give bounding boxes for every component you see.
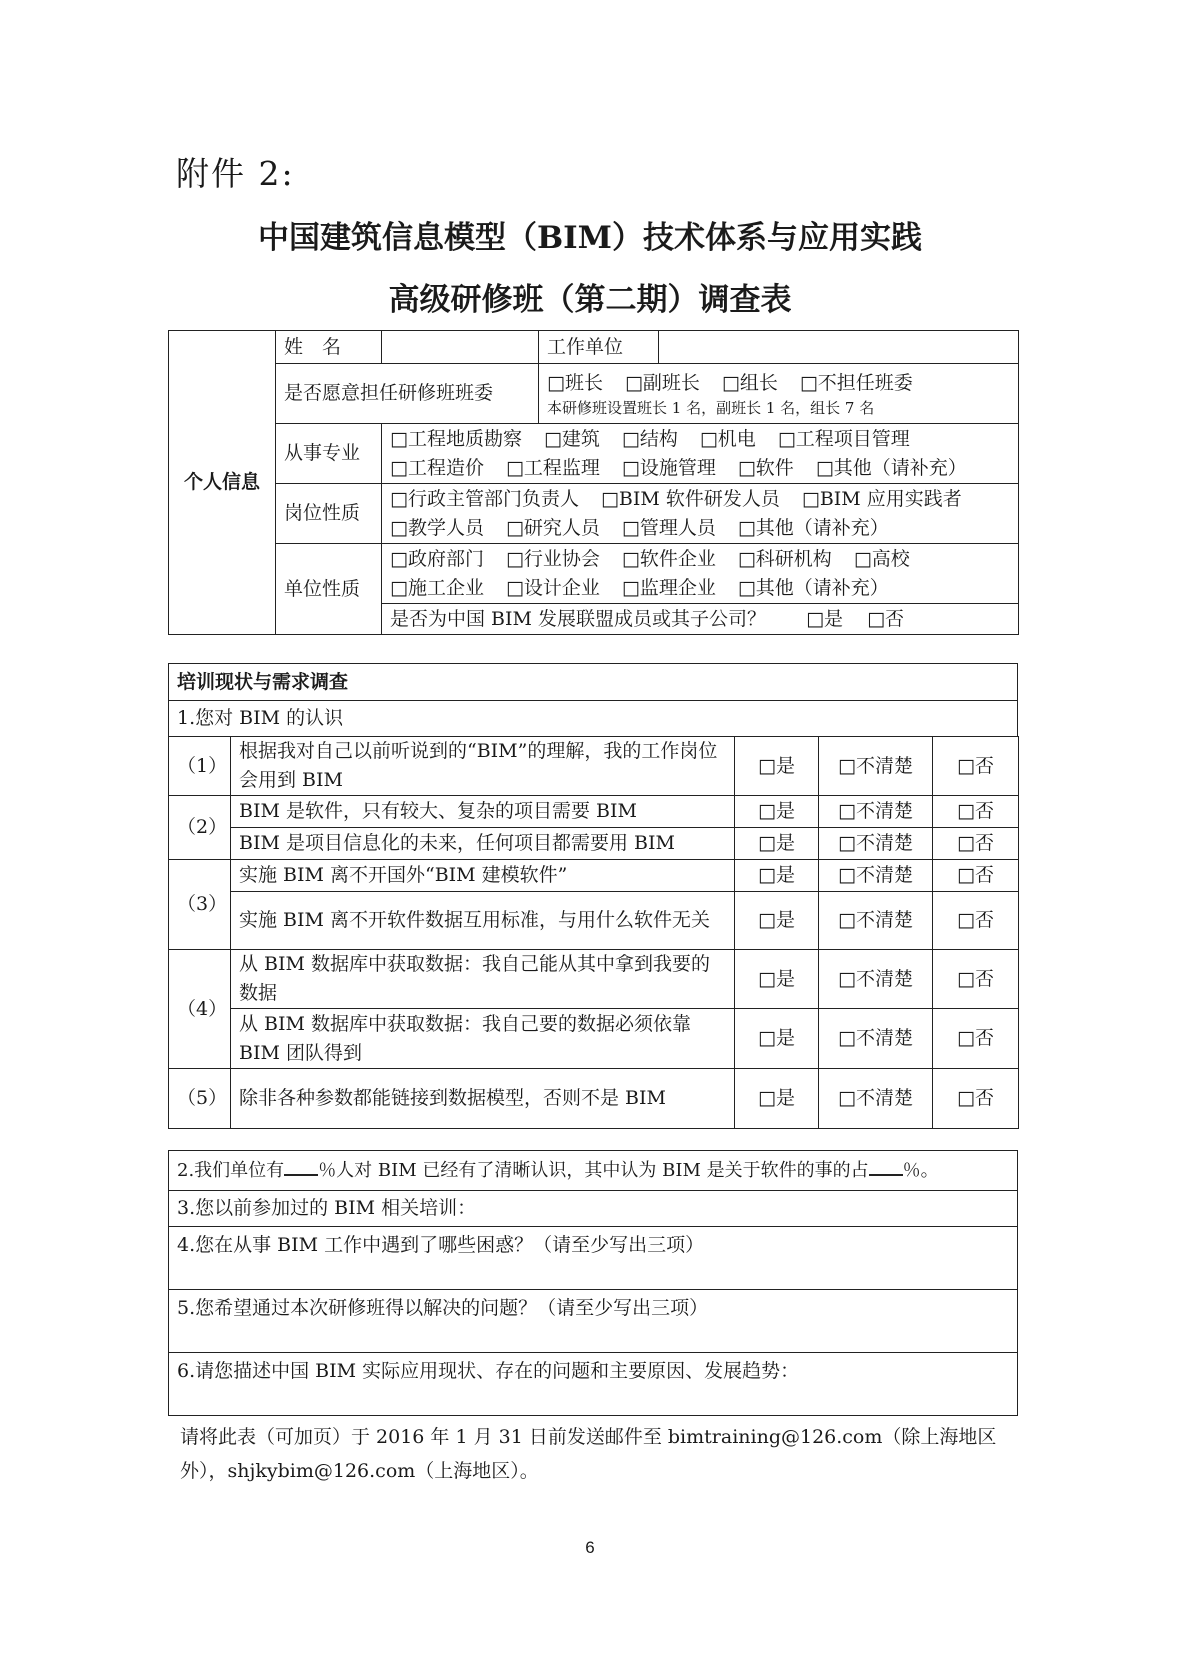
name-field[interactable] (382, 331, 539, 364)
answer-unclear[interactable]: □不清楚 (819, 828, 933, 860)
q2-blank-2[interactable] (869, 1156, 903, 1176)
q2-blank-1[interactable] (284, 1156, 318, 1176)
member-question-row (382, 604, 1019, 635)
personal-section-label: 个人信息 (169, 331, 276, 635)
position-option[interactable]: □BIM 应用实践者 (801, 487, 962, 510)
answer-no[interactable]: □否 (933, 796, 1019, 828)
q2-part3: ％。 (902, 1160, 939, 1181)
unit-option[interactable]: □监理企业 (621, 576, 716, 599)
unit-label: 单位性质 (276, 544, 382, 635)
q1-statements-table (168, 736, 1019, 1129)
statement: 除非各种参数都能链接到数据模型，否则不是 BIM (231, 1069, 735, 1129)
statement: 实施 BIM 离不开国外“BIM 建模软件” (231, 860, 735, 892)
answer-yes[interactable]: □是 (735, 828, 819, 860)
submission-note: 请将此表（可加页）于 2016 年 1 月 31 日前发送邮件至 bimtraining@126.com（除上海地区外），shjkybim@126.com（上海地区）。 (180, 1426, 997, 1482)
statement: 根据我对自己以前听说到的“BIM”的理解，我的工作岗位会用到 BIM (231, 737, 735, 796)
answer-yes[interactable]: □是 (735, 950, 819, 1009)
q1-label: 1.您对 BIM 的认识 (169, 701, 1018, 737)
answer-no[interactable]: □否 (933, 950, 1019, 1009)
specialty-options (382, 424, 1019, 484)
answer-yes[interactable]: □是 (735, 860, 819, 892)
specialty-option[interactable]: □工程项目管理 (777, 427, 910, 450)
open-questions-table (168, 1150, 1018, 1416)
q6-row[interactable] (169, 1353, 1018, 1416)
q5-text: 5.您希望通过本次研修班得以解决的问题？（请至少写出三项） (177, 1297, 709, 1319)
survey-section-label: 培训现状与需求调查 (169, 664, 1018, 701)
unit-option[interactable]: □软件企业 (621, 547, 716, 570)
attachment-label: 附件 2: (176, 154, 295, 193)
specialty-option[interactable]: □工程监理 (505, 456, 600, 479)
statement: 实施 BIM 离不开软件数据互用标准，与用什么软件无关 (231, 892, 735, 950)
position-option[interactable]: □管理人员 (621, 516, 716, 539)
position-option[interactable]: □行政主管部门负责人 (390, 487, 579, 510)
document-title-line2: 高级研修班（第二期）调查表 (388, 282, 792, 318)
q4-text: 4.您在从事 BIM 工作中遇到了哪些困惑？（请至少写出三项） (177, 1234, 705, 1256)
statement: BIM 是项目信息化的未来，任何项目都需要用 BIM (231, 828, 735, 860)
q2-part1: 2.我们单位有 (177, 1160, 285, 1181)
answer-yes[interactable]: □是 (735, 1069, 819, 1129)
name-label: 姓 名 (276, 331, 382, 364)
answer-no[interactable]: □否 (933, 892, 1019, 950)
specialty-label: 从事专业 (276, 424, 382, 484)
answer-no[interactable]: □否 (933, 828, 1019, 860)
employer-label: 工作单位 (539, 331, 659, 364)
unit-option[interactable]: □行业协会 (505, 547, 600, 570)
specialty-option[interactable]: □建筑 (543, 427, 600, 450)
answer-yes[interactable]: □是 (735, 796, 819, 828)
group-number: （5） (169, 1069, 231, 1129)
unit-option[interactable]: □施工企业 (390, 576, 484, 599)
committee-option-none[interactable]: □不担任班委 (799, 372, 913, 394)
unit-option[interactable]: □设计企业 (505, 576, 600, 599)
committee-option-group-leader[interactable]: □组长 (721, 372, 778, 394)
unit-option[interactable]: □科研机构 (737, 547, 832, 570)
position-options (382, 484, 1019, 544)
answer-unclear[interactable]: □不清楚 (819, 1009, 933, 1069)
q4-row[interactable] (169, 1227, 1018, 1290)
position-label: 岗位性质 (276, 484, 382, 544)
specialty-option[interactable]: □结构 (621, 427, 678, 450)
q6-text: 6.请您描述中国 BIM 实际应用现状、存在的问题和主要原因、发展趋势： (177, 1360, 800, 1382)
answer-no[interactable]: □否 (933, 1069, 1019, 1129)
q5-row[interactable] (169, 1290, 1018, 1353)
member-no-option[interactable]: □否 (867, 607, 905, 630)
unit-option[interactable]: □其他（请补充） (737, 576, 889, 599)
specialty-option[interactable]: □软件 (737, 456, 794, 479)
group-number: （1） (169, 737, 231, 796)
answer-unclear[interactable]: □不清楚 (819, 737, 933, 796)
answer-no[interactable]: □否 (933, 860, 1019, 892)
q3-row[interactable] (169, 1191, 1018, 1227)
specialty-option[interactable]: □机电 (699, 427, 756, 450)
document-title-line1: 中国建筑信息模型（BIM）技术体系与应用实践 (257, 220, 922, 256)
statement: 从 BIM 数据库中获取数据：我自己要的数据必须依靠 BIM 团队得到 (231, 1009, 735, 1069)
answer-unclear[interactable]: □不清楚 (819, 950, 933, 1009)
answer-no[interactable]: □否 (933, 1009, 1019, 1069)
answer-unclear[interactable]: □不清楚 (819, 860, 933, 892)
specialty-option[interactable]: □其他（请补充） (815, 456, 967, 479)
statement: BIM 是软件，只有较大、复杂的项目需要 BIM (231, 796, 735, 828)
unit-option[interactable]: □高校 (853, 547, 910, 570)
unit-option[interactable]: □政府部门 (390, 547, 484, 570)
q3-text: 3.您以前参加过的 BIM 相关培训： (177, 1197, 477, 1219)
group-number: （3） (169, 860, 231, 950)
q2-row (169, 1151, 1018, 1191)
employer-field[interactable] (659, 331, 1019, 364)
survey-header-table (168, 663, 1018, 737)
specialty-option[interactable]: □工程造价 (390, 456, 484, 479)
statement: 从 BIM 数据库中获取数据：我自己能从其中拿到我要的数据 (231, 950, 735, 1009)
specialty-option[interactable]: □设施管理 (621, 456, 716, 479)
member-yes-option[interactable]: □是 (806, 607, 844, 630)
position-option[interactable]: □研究人员 (505, 516, 600, 539)
answer-unclear[interactable]: □不清楚 (819, 892, 933, 950)
committee-options (539, 364, 1019, 424)
personal-info-table (168, 330, 1019, 635)
specialty-option[interactable]: □工程地质勘察 (390, 427, 522, 450)
page-number: 6 (585, 1538, 595, 1557)
answer-yes[interactable]: □是 (735, 892, 819, 950)
answer-yes[interactable]: □是 (735, 737, 819, 796)
answer-no[interactable]: □否 (933, 737, 1019, 796)
answer-yes[interactable]: □是 (735, 1009, 819, 1069)
q2-part2: ％人对 BIM 已经有了清晰认识，其中认为 BIM 是关于软件的事的占 (318, 1160, 869, 1181)
committee-option-vice-monitor[interactable]: □副班长 (624, 372, 700, 394)
position-option[interactable]: □其他（请补充） (737, 516, 889, 539)
position-option[interactable]: □教学人员 (390, 516, 484, 539)
unit-options (382, 544, 1019, 604)
member-question: 是否为中国 BIM 发展联盟成员或其子公司？ (390, 607, 767, 630)
position-option[interactable]: □BIM 软件研发人员 (600, 487, 780, 510)
committee-note: 本研修班设置班长 1 名，副班长 1 名，组长 7 名 (547, 399, 875, 417)
committee-label: 是否愿意担任研修班班委 (276, 364, 539, 424)
group-number: （4） (169, 950, 231, 1069)
answer-unclear[interactable]: □不清楚 (819, 796, 933, 828)
committee-option-monitor[interactable]: □班长 (547, 372, 603, 394)
answer-unclear[interactable]: □不清楚 (819, 1069, 933, 1129)
group-number: （2） (169, 796, 231, 860)
